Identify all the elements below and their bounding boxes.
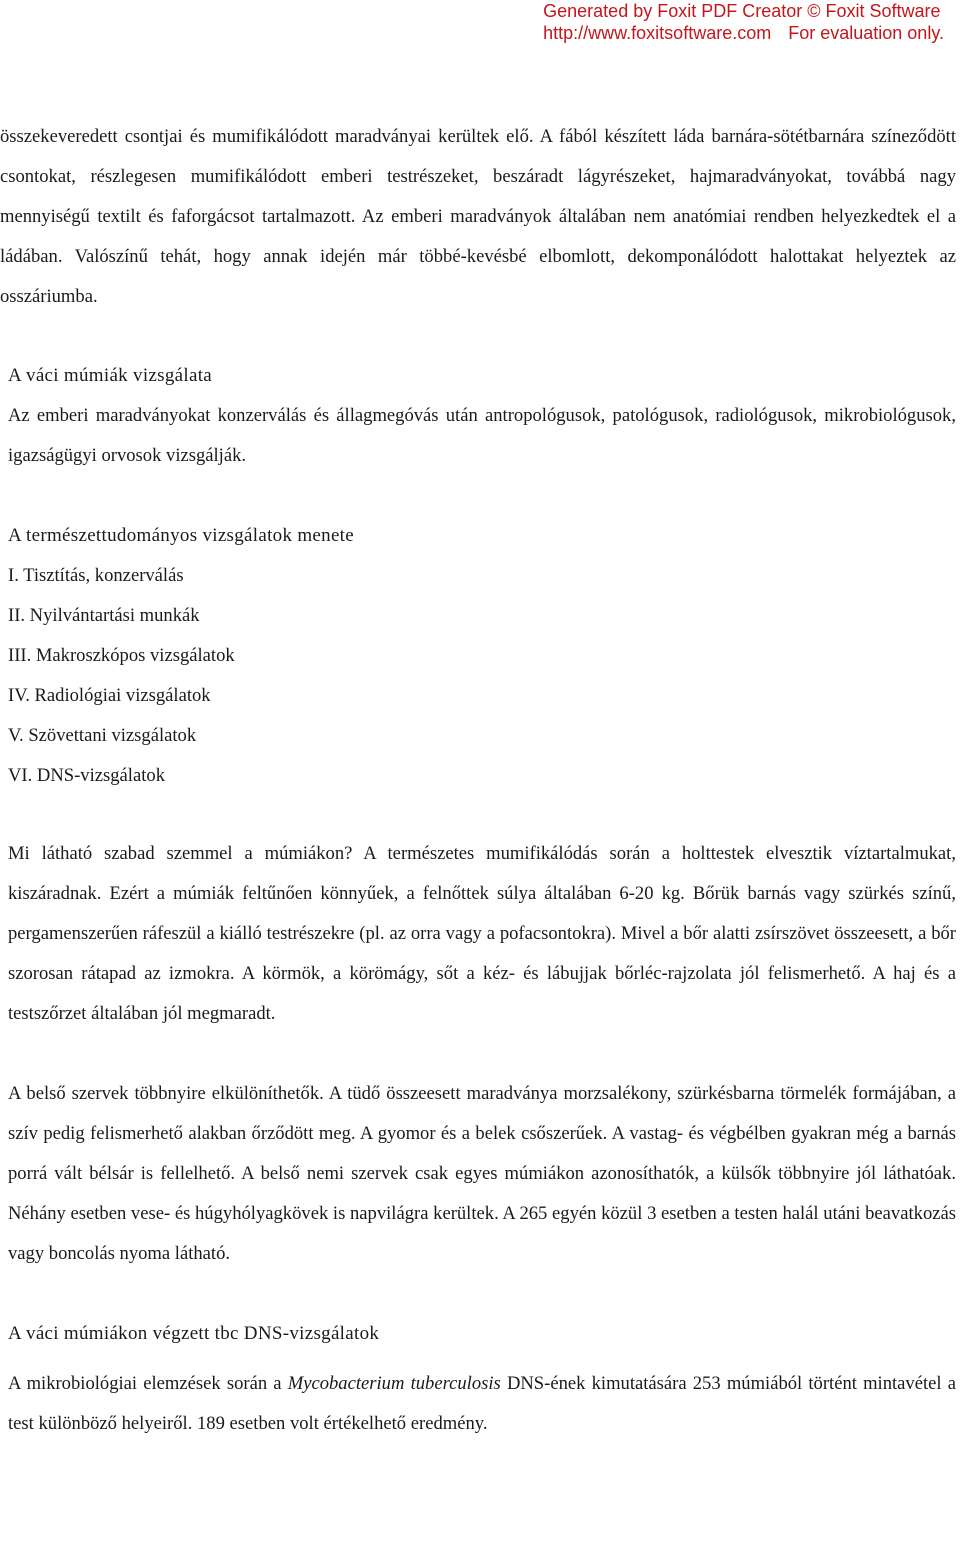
species-name: Mycobacterium tuberculosis xyxy=(287,1373,501,1394)
list-item: VI. DNS-vizsgálatok xyxy=(8,765,165,786)
intro-paragraph: összekeveredett csontjai és mumifikálódott maradványai kerültek elő. A fából készített láda barnára-sötétbarnára színeződött csontokat, részlegesen mumifikálódott emberi testrészeket, beszáradt lágyrészeket, hajmaradványokat, továbbá nagy mennyiségű textilt és faforgácsot tartalmazott. Az emberi maradványok általában nem anatómiai rendben helyezkedtek el a ládában. Valószínű tehát, hogy annak idején már többé-kevésbé elbomlott, dekomponálódott halottakat helyeztek az osszáriumba. xyxy=(0,126,956,307)
section-heading-vaci-mummies: A váci múmiák vizsgálata xyxy=(8,365,212,386)
watermark-line2 xyxy=(543,22,944,44)
watermark-title: Generated by Foxit PDF Creator © Foxit Software xyxy=(543,1,941,21)
tbc-text-end: DNS-ének kimutatására 253 múmiából történt mintavétel a test különböző helyeiről. 189 esetben volt értékelhető eredmény. xyxy=(8,1373,956,1434)
list-item: III. Makroszkópos vizsgálatok xyxy=(8,645,235,666)
list-item: IV. Radiológiai vizsgálatok xyxy=(8,685,211,706)
tbc-text-start: A mikrobiológiai elemzések során a xyxy=(8,1373,288,1394)
mummy-visual-paragraph: Mi látható szabad szemmel a múmiákon? A természetes mumifikálódás során a holttestek elvesztik víztartalmukat, kiszáradnak. Ezért a múmiák feltűnően könnyűek, a felnőttek súlya általában 6-20 kg. Bőrük barnás vagy szürkés színű, pergamenszerűen ráfeszül a kiálló testrészekre (pl. az orra vagy a pofacsontokra). Mivel a bőr alatti zsírszövet összeesett, a bőr szorosan rátapad az izmokra. A körmök, a körömágy, sőt a kéz- és lábujjak bőrléc-rajzolata jól felismerhető. A haj és a testszőrzet általában jól megmaradt. xyxy=(8,843,956,1024)
list-item: I. Tisztítás, konzerválás xyxy=(8,565,184,586)
document-page xyxy=(0,117,956,1444)
list-item: II. Nyilvántartási munkák xyxy=(8,605,200,626)
section-heading-tbc-dna: A váci múmiákon végzett tbc DNS-vizsgálatok xyxy=(8,1323,380,1344)
list-item: V. Szövettani vizsgálatok xyxy=(8,725,197,746)
internal-organs-paragraph: A belső szervek többnyire elkülöníthetők. A tüdő összeesett maradványa morzsalékony, szürkésbarna törmelék formájában, a szív pedig felismerhető alakban őrződött meg. A gyomor és a belek csőszerűek. A vastag- és végbélben gyakran még a barnás porrá vált bélsár is fellelhető. A belső nemi szervek csak egyes múmiákon azonosíthatók, a külsők többnyire jól láthatóak. Néhány esetben vese- és húgyhólyagkövek is napvilágra kerültek. A 265 egyén közül 3 esetben a testen halál utáni beavatkozás vagy boncolás nyoma látható. xyxy=(8,1083,956,1264)
section-heading-procedure: A természettudományos vizsgálatok menete xyxy=(8,525,354,546)
watermark-notice: For evaluation only. xyxy=(788,23,944,43)
procedure-steps-list xyxy=(0,556,956,796)
foxit-watermark xyxy=(543,0,944,44)
watermark-url[interactable]: http://www.foxitsoftware.com xyxy=(543,23,772,43)
tbc-paragraph xyxy=(0,1364,956,1444)
section1-paragraph: Az emberi maradványokat konzerválás és állagmegóvás után antropológusok, patológusok, radiológusok, mikrobiológusok, igazságügyi orvosok vizsgálják. xyxy=(8,405,956,466)
